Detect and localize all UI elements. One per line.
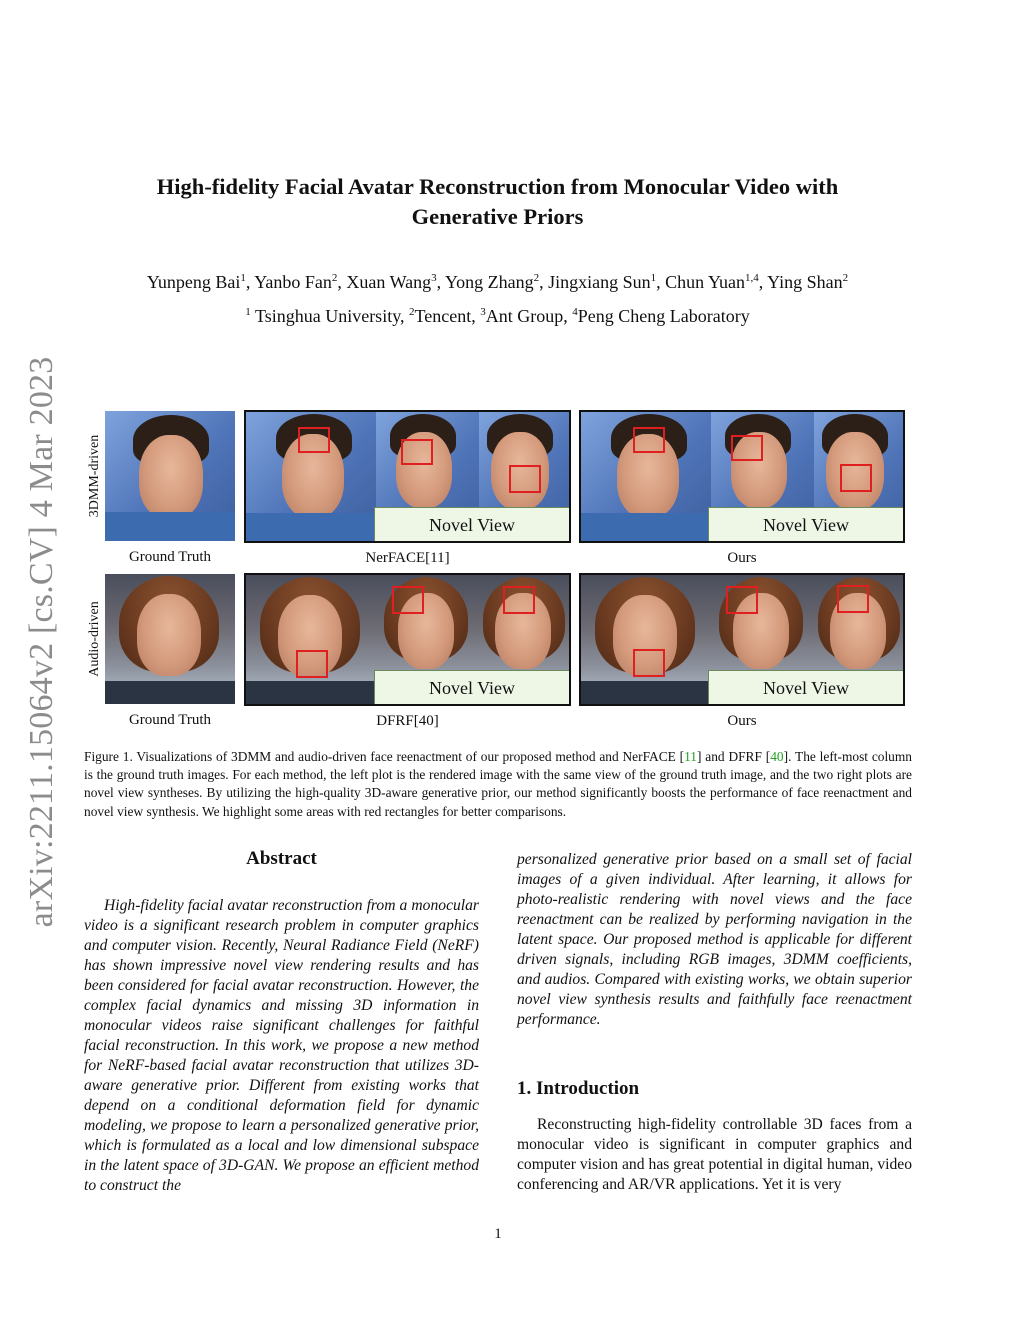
- novel-view-label: Novel View: [708, 670, 903, 704]
- affil-sup: 4: [572, 306, 578, 318]
- paper-title: [100, 172, 895, 232]
- author-affil-sup: 1: [650, 272, 657, 284]
- affil-name: Peng Cheng Laboratory: [577, 306, 750, 326]
- title-line-2: Generative Priors: [411, 204, 584, 229]
- affiliation-list: $^1$ Tsinghua University, $^2$Tencent, $^3$Ant Group, $^4$Peng Cheng Laboratory: [245, 306, 750, 326]
- caption-text: ]. The left-most column is the ground truth images. For each method, the left plot is the rendered image with the same view of the ground truth image, and the two right plots are novel view syntheses. By utilizing the high-quality 3D-aware generative prior, our method significantly boosts the performance of face reenactment and novel view synthesis. We highlight some areas with red rectangles for better comparisons.: [84, 749, 912, 819]
- nerface-panel-3dmm: [244, 410, 571, 543]
- rendered-view: [581, 575, 711, 704]
- abstract-text-left: High-fidelity facial avatar reconstruction from a monocular video is a significant research problem in computer graphics and computer vision. Recently, Neural Radiance Field (NeRF) has shown impressive novel view rendering results and has been considered for facial avatar reconstruction. However, the complex facial dynamics and missing 3D information in monocular videos raise significant challenges for faithful facial reconstruction. In this work, we propose a new method for NeRF-based facial avatar reconstruction that utilizes 3D-aware generative prior. Different from existing works that depend on a conditional deformation field for dynamic modeling, we propose to learn a personalized generative prior, which is formulated as a local and low dimensional subspace in the latent space of 3D-GAN. We propose an efficient method to construct the: [84, 897, 479, 1194]
- row-label-3dmm: 3DMM-driven: [87, 434, 102, 518]
- page-number: 1: [494, 1226, 502, 1242]
- face-image: [105, 574, 235, 704]
- author-affil-sup: 2: [533, 272, 540, 284]
- author-affil-sup: 3: [431, 272, 437, 284]
- author-name: Yanbo Fan: [254, 272, 332, 292]
- row-label-audio: Audio-driven: [87, 601, 102, 677]
- section-heading-introduction: 1. Introduction: [517, 1078, 640, 1099]
- novel-view-label: Novel View: [374, 670, 569, 704]
- rendered-view: [581, 412, 711, 541]
- author-affil-sup: 1: [240, 272, 246, 284]
- title-line-1: High-fidelity Facial Avatar Reconstruction from Monocular Video with: [156, 174, 839, 199]
- affil-sup: 1: [245, 306, 251, 318]
- affil-sup: 2: [409, 306, 415, 318]
- dfrf-panel-audio: [244, 573, 571, 706]
- gt-image-3dmm: [105, 411, 235, 541]
- highlight-box: [633, 649, 665, 677]
- citation-link[interactable]: 40: [770, 749, 784, 764]
- highlight-box: [731, 435, 763, 461]
- gt-image-audio: [105, 574, 235, 704]
- author-affil-sup: 2: [331, 272, 338, 284]
- highlight-box: [503, 586, 535, 614]
- rendered-view: [246, 575, 376, 704]
- highlight-box: [837, 585, 869, 613]
- rendered-view: [246, 412, 376, 541]
- author-list: Yunpeng Bai$^1$, Yanbo Fan$^2$, Xuan Wang$^3$, Yong Zhang$^2$, Jingxiang Sun$^1$, Chun Yuan$^{1,4}$, Ying Shan$^2$: [146, 272, 849, 292]
- caption-nerface: NerFACE[11]: [365, 550, 450, 566]
- highlight-box: [726, 586, 758, 614]
- highlight-box: [840, 464, 872, 492]
- highlight-box: [633, 427, 665, 453]
- caption-text: ] and DFRF [: [697, 749, 771, 764]
- author-name: Yong Zhang: [444, 272, 534, 292]
- abstract-heading: Abstract: [246, 848, 317, 869]
- affil-name: Tsinghua University: [254, 306, 401, 326]
- arxiv-stamp: arXiv:2211.15064v2 [cs.CV] 4 Mar 2023: [23, 356, 60, 928]
- ours-panel-audio: [579, 573, 905, 706]
- novel-view-label: Novel View: [374, 507, 569, 541]
- caption-ground-truth: Ground Truth: [128, 549, 212, 565]
- caption-ours: Ours: [727, 713, 757, 729]
- author-name: Ying Shan: [767, 272, 843, 292]
- author-affil-sup: 2: [842, 272, 849, 284]
- affil-name: Ant Group: [485, 306, 564, 326]
- caption-ours: Ours: [727, 550, 757, 566]
- highlight-box: [509, 465, 541, 493]
- novel-view-label: Novel View: [708, 507, 903, 541]
- caption-dfrf: DFRF[40]: [376, 713, 439, 729]
- caption-text: Figure 1. Visualizations of 3DMM and audio-driven face reenactment of our proposed method and NerFACE [: [84, 749, 685, 764]
- highlight-box: [392, 586, 424, 614]
- figure-caption: [84, 748, 912, 821]
- author-affil-sup: 1,4: [745, 272, 759, 284]
- face-image: [105, 411, 235, 541]
- highlight-box: [401, 439, 433, 465]
- caption-ground-truth: Ground Truth: [128, 712, 212, 728]
- highlight-box: [296, 650, 328, 678]
- author-name: Chun Yuan: [665, 272, 745, 292]
- author-name: Jingxiang Sun: [548, 272, 651, 292]
- author-name: Yunpeng Bai: [146, 272, 241, 292]
- citation-link[interactable]: 11: [684, 749, 697, 764]
- abstract-text-right: personalized generative prior based on a small set of facial images of a given individual. After learning, it allows for photo-realistic rendering with novel views and the face reenactment can be realized by performing navigation in the latent space. Our proposed method is applicable for different driven signals, including RGB images, 3DMM coefficients, and audios. Compared with existing works, we obtain superior novel view synthesis results and faithfully face reenactment performance.: [517, 851, 912, 1028]
- affil-sup: 3: [480, 306, 486, 318]
- author-name: Xuan Wang: [346, 272, 432, 292]
- ours-panel-3dmm: [579, 410, 905, 543]
- affil-name: Tencent: [414, 306, 472, 326]
- introduction-text: Reconstructing high-fidelity controllable 3D faces from a monocular video is significant in computer graphics and computer vision and has great potential in digital human, video conferencing and AR/VR applications. Yet it is very: [517, 1116, 912, 1193]
- highlight-box: [298, 427, 330, 453]
